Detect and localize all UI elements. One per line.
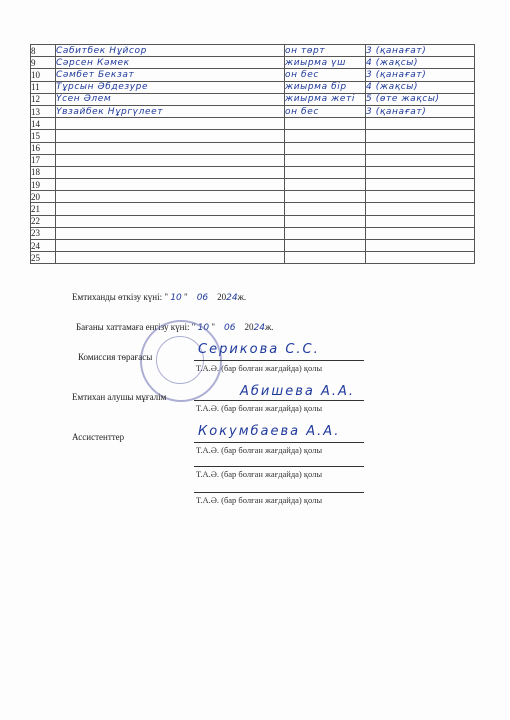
entry-date-month: 06 [224,323,236,333]
score-in-words [285,142,366,154]
score-in-words [285,227,366,239]
student-name [56,240,285,252]
student-name [56,142,285,154]
student-name [56,215,285,227]
score-in-words [285,166,366,178]
assistant-caption-3: Т.А.Ә. (бар болған жағдайда) қолы [196,495,323,505]
grade-mark [366,191,475,203]
student-name: Үвзайбек Нұргүлеет [56,105,285,117]
student-name [56,118,285,130]
student-name [56,130,285,142]
row-number: 10 [31,69,56,81]
score-in-words [285,252,366,264]
grade-mark: 4 (жақсы) [366,57,475,69]
row-number: 22 [31,215,56,227]
exam-date-month: 06 [196,293,209,303]
table-row [31,203,475,215]
score-in-words [285,130,366,142]
exam-date-suffix: ж. [237,292,247,302]
row-number: 8 [31,45,56,57]
row-number: 15 [31,130,56,142]
row-number: 20 [31,191,56,203]
teacher-label: Емтихан алушы мұғалім [72,392,167,402]
grade-mark [366,154,475,166]
table-row [31,105,475,117]
assistant-caption-2: Т.А.Ә. (бар болған жағдайда) қолы [196,469,323,479]
score-in-words: он бес [285,105,366,117]
student-name [56,166,285,178]
teacher-caption: Т.А.Ә. (бар болған жағдайда) қолы [196,403,323,413]
row-number: 19 [31,179,56,191]
entry-date-suffix: ж. [264,322,274,332]
grade-mark [366,142,475,154]
score-in-words [285,215,366,227]
score-in-words [285,240,366,252]
row-number: 9 [31,57,56,69]
chair-label: Комиссия төрағасы [78,352,153,362]
row-number: 14 [31,118,56,130]
table-row [31,227,475,239]
grade-mark [366,252,475,264]
assistant-underline-2 [194,466,364,467]
student-name: Үсен Әлем [56,93,285,105]
table-row [31,45,475,57]
row-number: 23 [31,227,56,239]
score-in-words [285,118,366,130]
score-in-words [285,179,366,191]
grade-mark: 4 (жақсы) [366,81,475,93]
student-name [56,179,285,191]
table-row [31,57,475,69]
entry-date-year-suffix: 24 [253,323,265,333]
entry-date-day: 10 [197,323,210,333]
grade-mark [366,227,475,239]
table-row [31,154,475,166]
row-number: 12 [31,93,56,105]
row-number: 13 [31,105,56,117]
assistant-underline-3 [194,492,364,493]
student-name [56,191,285,203]
score-in-words: жиырма жеті [285,93,366,105]
table-row [31,69,475,81]
grade-mark: 3 (қанағат) [366,69,475,81]
grade-mark [366,166,475,178]
grade-mark: 5 (өте жақсы) [366,93,475,105]
row-number: 17 [31,154,56,166]
grade-mark [366,130,475,142]
teacher-signature: Абишева А.А. [240,384,356,399]
student-name [56,252,285,264]
entry-date-line: Бағаны хаттамаға енгізу күні: " 10 " 06 2024ж. [76,322,274,333]
table-row [31,81,475,93]
chair-underline [194,360,364,361]
assistant-signature: Кокумбаева А.А. [198,424,341,439]
student-name [56,203,285,215]
table-row [31,191,475,203]
student-name: Сәрсен Кәмек [56,57,285,69]
grade-mark: 3 (қанағат) [366,45,475,57]
grade-mark [366,215,475,227]
score-in-words: он төрт [285,45,366,57]
row-number: 24 [31,240,56,252]
score-in-words: жиырма үш [285,57,366,69]
exam-date-year-suffix: 24 [226,293,238,303]
score-in-words: жиырма бір [285,81,366,93]
chair-caption: Т.А.Ә. (бар болған жағдайда) қолы [196,363,323,373]
row-number: 21 [31,203,56,215]
score-in-words [285,154,366,166]
table-row [31,118,475,130]
student-name [56,154,285,166]
grade-mark [366,240,475,252]
exam-date-label: Емтиханды өткізу күні: [72,292,163,302]
table-row [31,252,475,264]
student-name: Сәмбет Бекзат [56,69,285,81]
exam-date-line: Емтиханды өткізу күні: " 10 " 06 2024ж. [72,292,247,303]
student-name [56,227,285,239]
table-row [31,142,475,154]
entry-date-label: Бағаны хаттамаға енгізу күні: [76,322,190,332]
grades-table [30,44,475,264]
score-in-words [285,203,366,215]
student-name: Сабитбек Нұйсор [56,45,285,57]
assistant-caption-1: Т.А.Ә. (бар болған жағдайда) қолы [196,445,323,455]
exam-date-year-prefix: 20 [217,292,227,302]
grade-mark [366,179,475,191]
row-number: 11 [31,81,56,93]
chair-signature: Серикова С.С. [198,342,320,357]
score-in-words: он бес [285,69,366,81]
grade-mark [366,203,475,215]
entry-date-year-prefix: 20 [244,322,254,332]
exam-date-day: 10 [170,293,182,303]
table-row [31,93,475,105]
student-name: Тұрсын Әбдезуре [56,81,285,93]
table-row [31,166,475,178]
row-number: 16 [31,142,56,154]
seal-stamp [140,320,222,402]
row-number: 18 [31,166,56,178]
table-row [31,240,475,252]
score-in-words [285,191,366,203]
grade-mark [366,118,475,130]
row-number: 25 [31,252,56,264]
table-row [31,130,475,142]
table-row [31,179,475,191]
assistant-underline-1 [194,442,364,443]
teacher-underline [194,400,364,401]
table-row [31,215,475,227]
grade-mark: 3 (қанағат) [366,105,475,117]
assistants-label: Ассистенттер [72,432,125,442]
